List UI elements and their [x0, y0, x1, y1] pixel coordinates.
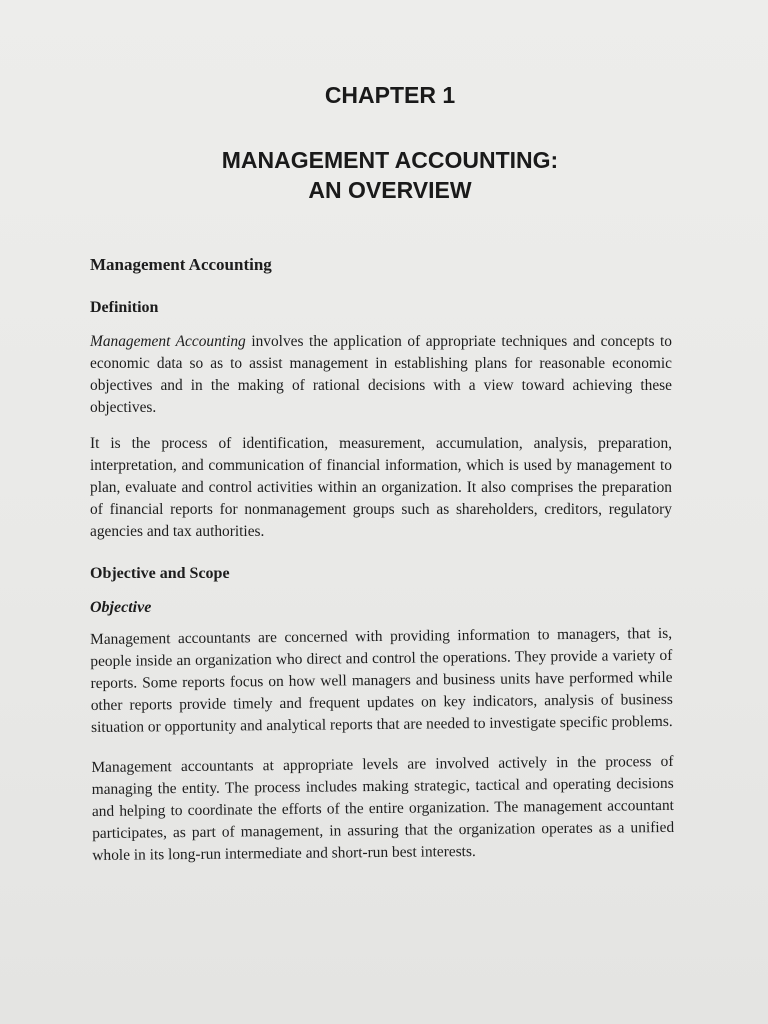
- definition-paragraph-2: It is the process of identification, measurement, accumulation, analysis, preparation, interpretation, and communication of financial information, which is used by management to plan, evaluate and control activities within an organization. It also comprises the preparation of financial reports for nonmanagement groups such as shareholders, creditors, regulatory agencies and tax authorities.: [90, 435, 672, 540]
- chapter-title: [90, 145, 672, 205]
- definition-term: Management Accounting: [90, 333, 246, 350]
- objective-block: [90, 623, 674, 867]
- subheading-objective: Objective: [90, 599, 152, 616]
- chapter-heading: CHAPTER 1: [324, 82, 456, 108]
- objective-paragraph-2: Management accountants at appropriate levels are involved actively in the process of managing the entity. The process includes making strategic, tactical and operating decisions and helping to coordinate the efforts of the entire organization. The management accountant participates, as part of management, in assuring that the organization operates as a unified whole in its long-run intermediate and short-run best interests.: [91, 752, 675, 864]
- subheading-definition: Definition: [90, 299, 159, 316]
- chapter-title-line-1: MANAGEMENT ACCOUNTING:: [221, 147, 559, 173]
- section-heading-management-accounting: Management Accounting: [90, 255, 272, 274]
- definition-paragraph-1-text: involves the application of appropriate techniques and concepts to economic data so as to assist management in establishing plans for reasonable economic objectives and in the making of rational decisions with a view toward achieving these objectives.: [90, 333, 673, 416]
- definition-paragraph-1: [90, 331, 672, 419]
- section-heading-objective-scope: Objective and Scope: [90, 565, 230, 582]
- objective-paragraph-1: Management accountants are concerned with providing information to managers, that is, people inside an organization who direct and control the operations. They provide a variety of reports. Some reports focus on how well managers and business units have performed while other reports provide timely and frequent updates on key indicators, analysis of business situation or opportunity and analytical reports that are needed to investigate specific problems.: [90, 624, 673, 736]
- chapter-title-line-2: AN OVERVIEW: [308, 177, 472, 203]
